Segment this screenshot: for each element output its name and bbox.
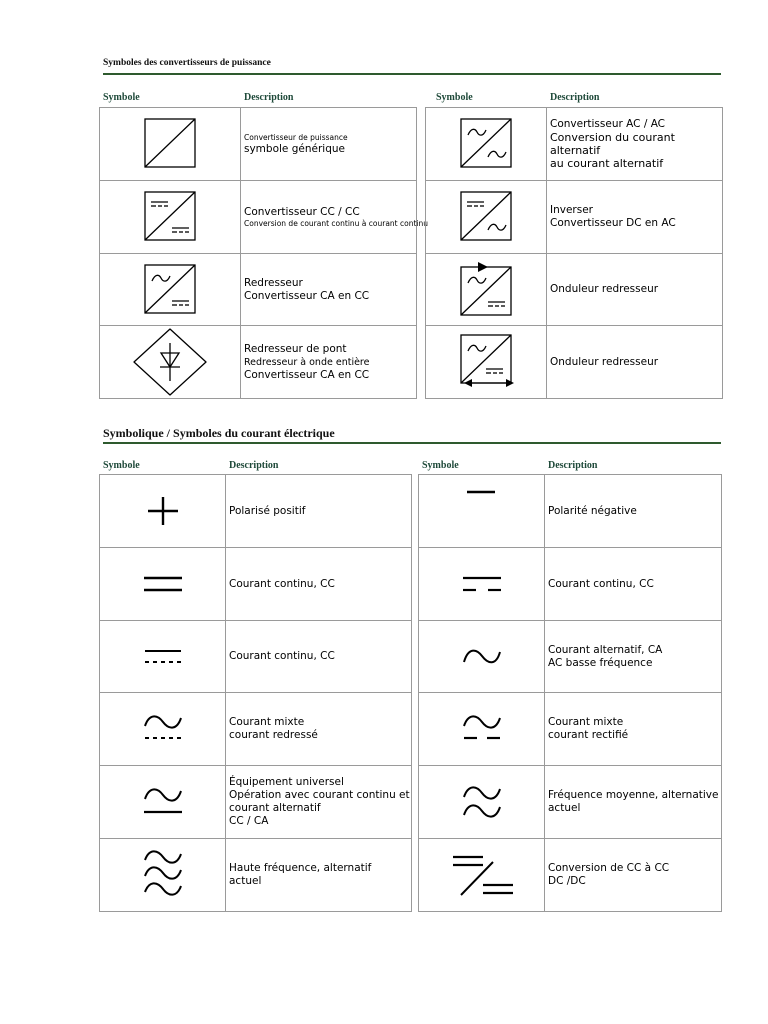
symbol-cell [419, 766, 545, 839]
table-row [100, 693, 412, 766]
symbol-cell [426, 181, 547, 254]
description-line: Courant continu, CC [548, 577, 654, 590]
description-cell [545, 475, 722, 548]
inverter-icon [458, 190, 514, 244]
table-row [426, 108, 723, 181]
description-cell [226, 766, 412, 839]
description-cell [545, 766, 722, 839]
description-cell [226, 839, 412, 912]
table-row [419, 621, 722, 693]
description-line: Convertisseur CA en CC [244, 368, 370, 381]
direct-current-dashed-icon [141, 642, 185, 672]
current-symbols-table-right [418, 474, 722, 912]
table-row [100, 254, 417, 326]
dc-dc-converter-icon [142, 190, 198, 244]
description-cell [241, 108, 417, 181]
symbol-cell [100, 181, 241, 254]
bridge-rectifier-icon [132, 327, 208, 397]
description-cell [545, 548, 722, 621]
table-row [419, 693, 722, 766]
description-cell [226, 621, 412, 693]
description-line: Convertisseur CA en CC [244, 289, 370, 302]
description-line: Courant mixte [548, 716, 624, 728]
description-cell [545, 839, 722, 912]
description-line: au courant alternatif [550, 157, 664, 170]
symbol-cell [419, 475, 545, 548]
table-row [419, 766, 722, 839]
symbol-cell [419, 839, 545, 912]
description-line: Polarité négative [548, 504, 637, 517]
symbol-cell [419, 548, 545, 621]
description-line: Onduleur redresseur [550, 283, 659, 295]
description-line: Convertisseur DC en AC [550, 217, 676, 229]
description-cell [547, 108, 723, 181]
column-header-symbole: Symbole [436, 92, 473, 103]
description-cell [226, 693, 412, 766]
description-cell [545, 621, 722, 693]
section-divider [103, 442, 721, 444]
description-line: DC /DC [548, 875, 586, 887]
description-cell [547, 254, 723, 326]
section-divider [103, 73, 721, 75]
description-line: Conversion de CC à CC [548, 862, 670, 874]
column-header-description: Description [550, 92, 600, 103]
positive-polarity-icon [143, 491, 183, 531]
table-row [100, 475, 412, 548]
converter-symbols-table-left [99, 107, 428, 399]
description-line: Inverser [550, 204, 593, 216]
description-line: courant redressé [229, 729, 318, 741]
description-cell [545, 693, 722, 766]
generic-converter-icon [142, 117, 198, 171]
table-row [426, 254, 723, 326]
description-cell [226, 548, 412, 621]
description-line: Équipement universel [229, 776, 344, 788]
column-header-symbole: Symbole [103, 460, 140, 471]
symbol-cell [100, 839, 226, 912]
symbol-cell [100, 326, 241, 399]
description-cell [547, 326, 723, 399]
description-line: Courant mixte [229, 716, 305, 728]
direct-current-icon [141, 569, 185, 599]
bidirectional-inverter-rectifier-icon [458, 333, 514, 391]
description-line: CC / CA [229, 815, 269, 827]
description-cell [226, 475, 412, 548]
symbol-cell [100, 548, 226, 621]
description-line: symbole générique [244, 142, 345, 155]
column-header-symbole: Symbole [103, 92, 140, 103]
description-line: Haute fréquence, alternatif [229, 862, 372, 874]
symbol-cell [100, 108, 241, 181]
table-row [100, 181, 417, 254]
description-line: Fréquence moyenne, alternative [548, 789, 719, 801]
alternating-current-icon [460, 642, 504, 672]
table-row [419, 839, 722, 912]
table-row [100, 108, 417, 181]
symbol-cell [100, 766, 226, 839]
section-title: Symboles des convertisseurs de puissance [103, 58, 271, 68]
table-row [100, 621, 412, 693]
medium-frequency-icon [460, 783, 504, 821]
section-title: Symbolique / Symboles du courant électrique [103, 426, 335, 440]
negative-polarity-icon [462, 484, 502, 524]
description-cell [241, 326, 417, 399]
converter-symbols-table-right [425, 107, 723, 399]
mixed-current-rectified-icon [141, 712, 185, 746]
symbol-cell [100, 693, 226, 766]
description-line: Opération avec courant continu et [229, 789, 410, 801]
symbol-cell [426, 254, 547, 326]
table-row [100, 548, 412, 621]
description-line: AC basse fréquence [548, 656, 653, 669]
description-line: Conversion de courant continu à courant continu [244, 218, 428, 228]
description-cell [241, 181, 428, 254]
symbol-cell [426, 108, 547, 181]
description-line: Courant continu, CC [229, 650, 335, 662]
rectifier-icon [142, 263, 198, 317]
table-row [100, 326, 417, 399]
table-row [426, 181, 723, 254]
description-line: Convertisseur AC / AC [550, 118, 666, 130]
column-header-description: Description [548, 460, 598, 471]
description-line: Courant alternatif, CA [548, 643, 663, 656]
universal-equipment-icon [141, 785, 185, 819]
description-cell [547, 181, 723, 254]
column-header-symbole: Symbole [422, 460, 459, 471]
mixed-current-rectified-short-icon [460, 712, 504, 746]
symbol-cell [100, 254, 241, 326]
description-line: Convertisseur de puissance [244, 132, 348, 142]
description-line: Redresseur à onde entière [244, 356, 370, 368]
description-line: Convertisseur CC / CC [244, 205, 360, 218]
symbol-cell [419, 693, 545, 766]
description-line: courant alternatif [229, 802, 321, 814]
symbol-cell [419, 621, 545, 693]
column-header-description: Description [244, 92, 294, 103]
direct-current-short-dashed-icon [460, 569, 504, 599]
table-row [100, 839, 412, 912]
column-header-description: Description [229, 460, 279, 471]
description-line: Courant continu, CC [229, 577, 335, 590]
table-row [426, 326, 723, 399]
current-symbols-table-left [99, 474, 412, 912]
description-cell [241, 254, 417, 326]
dc-dc-conversion-icon [447, 852, 517, 898]
table-row [419, 548, 722, 621]
symbol-cell [426, 326, 547, 399]
description-line: courant rectifié [548, 729, 629, 741]
table-row [419, 475, 722, 548]
description-line: Polarisé positif [229, 504, 306, 517]
description-line: Onduleur redresseur [550, 355, 659, 368]
high-frequency-icon [141, 850, 185, 900]
description-line: Redresseur de pont [244, 342, 347, 355]
ac-ac-converter-icon [458, 117, 514, 171]
inverter-rectifier-icon [458, 261, 514, 319]
description-line: actuel [229, 875, 262, 887]
symbol-cell [100, 475, 226, 548]
description-line: actuel [548, 802, 581, 814]
description-line: Conversion du courant alternatif [550, 131, 675, 157]
table-row [100, 766, 412, 839]
symbol-cell [100, 621, 226, 693]
description-line: Redresseur [244, 276, 303, 289]
